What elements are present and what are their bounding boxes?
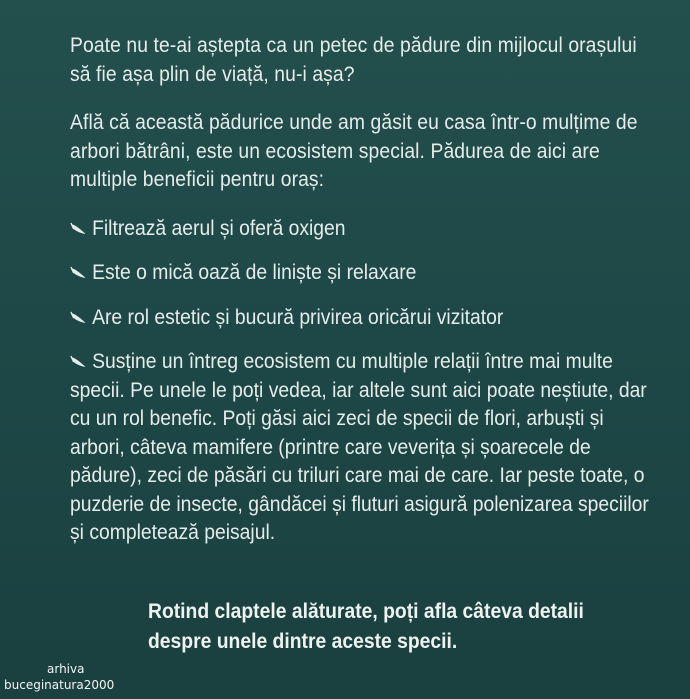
leaf-icon xyxy=(70,266,87,280)
credit-line-2: buceginatura2000 xyxy=(4,678,115,692)
leaf-icon xyxy=(70,355,87,369)
benefit-item xyxy=(70,348,659,548)
intro-paragraph-1: Poate nu te-ai aștepta ca un petec de pădure din mijlocul orașului să fie așa plin de viață, nu-i așa? xyxy=(70,34,637,86)
benefit-item xyxy=(70,259,659,288)
benefit-text: Filtrează aerul și oferă oxigen xyxy=(92,216,346,240)
leaf-icon xyxy=(70,222,87,236)
photo-credit xyxy=(4,661,114,693)
benefit-text: Are rol estetic și bucură privirea oricărui vizitator xyxy=(92,305,504,329)
benefit-text: Susține un întreg ecosistem cu multiple relații între mai multe specii. Pe unele le poți vedea, iar altele sunt aici poate neștiute, dar cu un rol benefic. Poți găsi aici zeci de specii de flori, arbuști și arbori, câteva mamifere (printre care veverița și șoarecele de pădure), zeci de păsări cu triluri care mai de care. Iar peste toate, o puzderie de insecte, gândăcei și fluturi asigură polenizarea speciilor și completează peisajul. xyxy=(70,350,649,544)
leaf-icon xyxy=(70,311,87,325)
intro-paragraph-2: Află că această pădurice unde am găsit eu casa într-o mulțime de arbori bătrâni, este un ecosistem special. Pădurea de aici are multiple beneficii pentru oraș: xyxy=(70,111,638,191)
benefit-text: Este o mică oază de liniște și relaxare xyxy=(92,261,417,284)
benefits-list xyxy=(70,215,650,548)
credit-line-1: arhiva xyxy=(47,662,85,676)
footer-note: Rotind claptele alăturate, poți afla câteva detalii despre unele dintre aceste specii. xyxy=(148,600,584,653)
benefit-item xyxy=(70,215,659,244)
benefit-item xyxy=(70,304,659,333)
